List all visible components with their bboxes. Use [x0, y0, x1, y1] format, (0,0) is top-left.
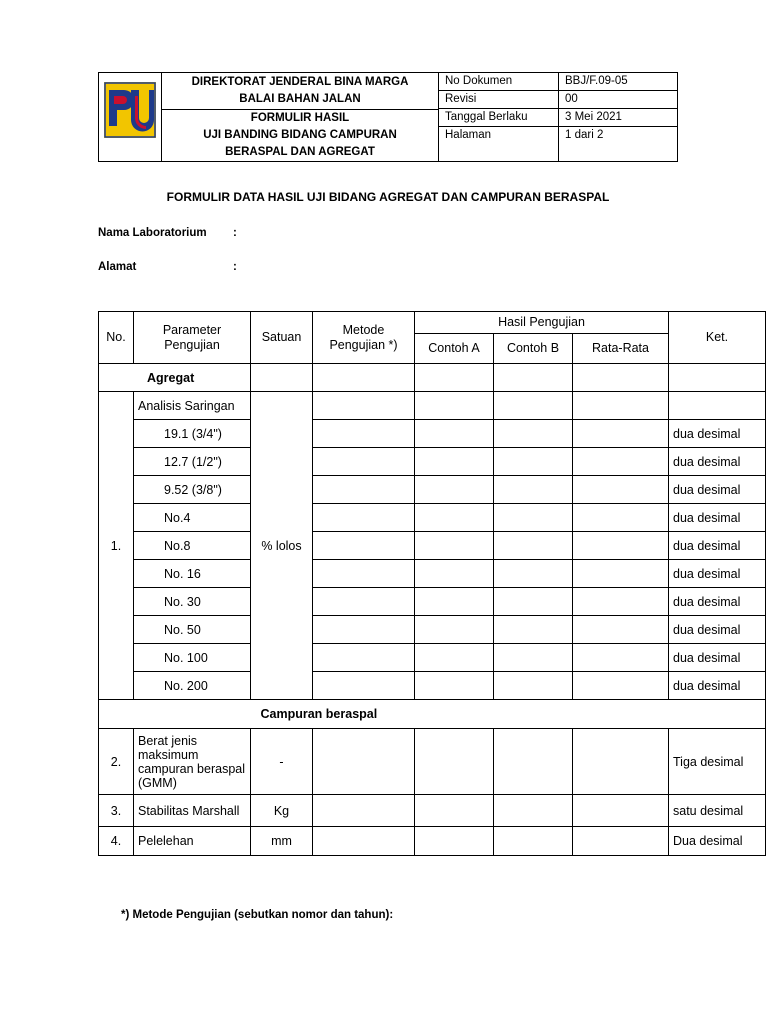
meta-value: 3 Mei 2021: [565, 111, 622, 123]
empty-cell: [669, 364, 766, 392]
parameter-cell: Stabilitas Marshall: [134, 795, 251, 827]
table-row: [99, 504, 766, 532]
pu-logo-icon: [104, 82, 156, 138]
empty-cell: [313, 364, 415, 392]
table-row: [99, 476, 766, 504]
header-title-line-4: UJI BANDING BIDANG CAMPURAN: [203, 129, 397, 141]
method-footnote: *) Metode Pengujian (sebutkan nomor dan tahun):: [121, 909, 394, 921]
parameter-cell: No. 16: [134, 560, 251, 588]
metode-cell: [313, 392, 415, 420]
meta-row-tanggal-berlaku: [439, 109, 677, 127]
contoh-a-cell: [415, 560, 494, 588]
header-title-line-5: BERASPAL DAN AGREGAT: [225, 146, 375, 158]
document-meta: [439, 73, 677, 161]
contoh-b-cell: [494, 616, 573, 644]
ket-cell: dua desimal: [669, 448, 766, 476]
contoh-b-cell: [494, 588, 573, 616]
empty-cell: [573, 364, 669, 392]
contoh-b-cell: [494, 795, 573, 827]
rata-rata-cell: [573, 504, 669, 532]
field-nama-laboratorium: [98, 227, 237, 239]
col-header-ket: Ket.: [669, 312, 766, 364]
metode-cell: [313, 588, 415, 616]
parameter-cell: No. 200: [134, 672, 251, 700]
section-label-campuran-beraspal: Campuran beraspal: [251, 700, 766, 729]
field-label: Alamat: [98, 261, 137, 273]
contoh-a-cell: [415, 476, 494, 504]
parameter-cell: No. 30: [134, 588, 251, 616]
rata-rata-cell: [573, 392, 669, 420]
metode-cell: [313, 476, 415, 504]
table-row: [99, 560, 766, 588]
ket-cell: Dua desimal: [669, 827, 766, 856]
document-title: FORMULIR DATA HASIL UJI BIDANG AGREGAT DAN CAMPURAN BERASPAL: [166, 190, 610, 204]
rata-rata-cell: [573, 827, 669, 856]
ket-cell: dua desimal: [669, 588, 766, 616]
table-row: [99, 672, 766, 700]
contoh-b-cell: [494, 644, 573, 672]
metode-cell: [313, 644, 415, 672]
ket-cell: dua desimal: [669, 504, 766, 532]
contoh-b-cell: [494, 532, 573, 560]
rata-rata-cell: [573, 616, 669, 644]
contoh-b-cell: [494, 448, 573, 476]
contoh-a-cell: [415, 672, 494, 700]
metode-cell: [313, 420, 415, 448]
table-row: [99, 588, 766, 616]
metode-cell: [313, 448, 415, 476]
row-number: 4.: [99, 827, 134, 856]
header-title-line-3: FORMULIR HASIL: [250, 112, 350, 124]
meta-row-halaman: [439, 127, 677, 161]
contoh-b-cell: [494, 420, 573, 448]
table-row: [99, 729, 766, 795]
contoh-b-cell: [494, 672, 573, 700]
header-row: [99, 312, 766, 334]
meta-value: BBJ/F.09-05: [565, 75, 628, 87]
table-row: [99, 644, 766, 672]
empty-cell: [494, 364, 573, 392]
metode-cell: [313, 504, 415, 532]
document-header: [98, 72, 678, 162]
ket-cell: [669, 392, 766, 420]
rata-rata-cell: [573, 532, 669, 560]
meta-key: Tanggal Berlaku: [439, 109, 559, 126]
metode-cell: [313, 729, 415, 795]
field-colon: :: [233, 227, 237, 239]
metode-cell: [313, 560, 415, 588]
meta-value: 00: [565, 93, 578, 105]
parameter-cell: No. 50: [134, 616, 251, 644]
field-alamat: [98, 261, 237, 273]
table-row: [99, 420, 766, 448]
contoh-a-cell: [415, 827, 494, 856]
meta-key: No Dokumen: [439, 73, 559, 90]
satuan-cell: mm: [251, 827, 313, 856]
rata-rata-cell: [573, 672, 669, 700]
ket-cell: dua desimal: [669, 476, 766, 504]
col-header-satuan: Satuan: [251, 312, 313, 364]
ket-cell: dua desimal: [669, 560, 766, 588]
contoh-a-cell: [415, 795, 494, 827]
contoh-a-cell: [415, 729, 494, 795]
ket-cell: satu desimal: [669, 795, 766, 827]
col-header-no: No.: [99, 312, 134, 364]
test-results-table: [98, 311, 766, 856]
contoh-a-cell: [415, 588, 494, 616]
parameter-cell: No. 100: [134, 644, 251, 672]
header-title-line-2: BALAI BAHAN JALAN: [239, 93, 361, 105]
header-title-line-1: DIREKTORAT JENDERAL BINA MARGA: [191, 76, 409, 88]
parameter-cell: Pelelehan: [134, 827, 251, 856]
ket-cell: dua desimal: [669, 644, 766, 672]
col-header-parameter: Parameter Pengujian: [134, 312, 251, 364]
meta-key: Revisi: [439, 91, 559, 108]
col-header-contoh-a: Contoh A: [415, 334, 494, 364]
ket-cell: dua desimal: [669, 616, 766, 644]
contoh-b-cell: [494, 392, 573, 420]
rata-rata-cell: [573, 795, 669, 827]
rata-rata-cell: [573, 560, 669, 588]
parameter-cell: No.8: [134, 532, 251, 560]
table-row: [99, 616, 766, 644]
rata-rata-cell: [573, 448, 669, 476]
field-colon: :: [233, 261, 237, 273]
contoh-b-cell: [494, 560, 573, 588]
parameter-cell: 12.7 (1/2"): [134, 448, 251, 476]
col-header-hasil-pengujian: Hasil Pengujian: [415, 312, 669, 334]
metode-cell: [313, 616, 415, 644]
satuan-cell: -: [251, 729, 313, 795]
contoh-b-cell: [494, 476, 573, 504]
meta-row-no-dokumen: [439, 73, 677, 91]
contoh-a-cell: [415, 392, 494, 420]
col-header-rata-rata: Rata-Rata: [573, 334, 669, 364]
ket-cell: Tiga desimal: [669, 729, 766, 795]
section-row-agregat: [99, 364, 766, 392]
empty-cell: [251, 364, 313, 392]
rata-rata-cell: [573, 729, 669, 795]
section-label-agregat: Agregat: [99, 364, 251, 392]
header-title-block: [162, 73, 439, 161]
logo-cell: [99, 73, 162, 161]
meta-row-revisi: [439, 91, 677, 109]
col-header-metode: Metode Pengujian *): [313, 312, 415, 364]
contoh-a-cell: [415, 616, 494, 644]
contoh-b-cell: [494, 827, 573, 856]
section-row-campuran-beraspal: [99, 700, 766, 729]
contoh-a-cell: [415, 448, 494, 476]
contoh-a-cell: [415, 644, 494, 672]
parameter-cell: 9.52 (3/8"): [134, 476, 251, 504]
contoh-a-cell: [415, 504, 494, 532]
meta-key: Halaman: [439, 127, 559, 161]
metode-cell: [313, 532, 415, 560]
metode-cell: [313, 672, 415, 700]
rata-rata-cell: [573, 588, 669, 616]
table-row: [99, 448, 766, 476]
table-row: [99, 827, 766, 856]
table-row: [99, 392, 766, 420]
table-row: [99, 795, 766, 827]
contoh-a-cell: [415, 532, 494, 560]
rata-rata-cell: [573, 644, 669, 672]
rata-rata-cell: [573, 476, 669, 504]
parameter-cell: No.4: [134, 504, 251, 532]
parameter-cell: Berat jenis maksimum campuran beraspal (GMM): [134, 729, 251, 795]
field-label: Nama Laboratorium: [98, 227, 207, 239]
row-number: 1.: [99, 392, 134, 700]
metode-cell: [313, 795, 415, 827]
table-row: [99, 532, 766, 560]
parameter-cell: Analisis Saringan: [134, 392, 251, 420]
col-header-contoh-b: Contoh B: [494, 334, 573, 364]
satuan-cell: % lolos: [251, 392, 313, 700]
satuan-cell: Kg: [251, 795, 313, 827]
ket-cell: dua desimal: [669, 672, 766, 700]
ket-cell: dua desimal: [669, 420, 766, 448]
parameter-cell: 19.1 (3/4"): [134, 420, 251, 448]
rata-rata-cell: [573, 420, 669, 448]
contoh-b-cell: [494, 729, 573, 795]
ket-cell: dua desimal: [669, 532, 766, 560]
row-number: 2.: [99, 729, 134, 795]
metode-cell: [313, 827, 415, 856]
contoh-a-cell: [415, 420, 494, 448]
empty-cell: [99, 700, 251, 729]
meta-value: 1 dari 2: [565, 129, 604, 141]
contoh-b-cell: [494, 504, 573, 532]
empty-cell: [415, 364, 494, 392]
row-number: 3.: [99, 795, 134, 827]
